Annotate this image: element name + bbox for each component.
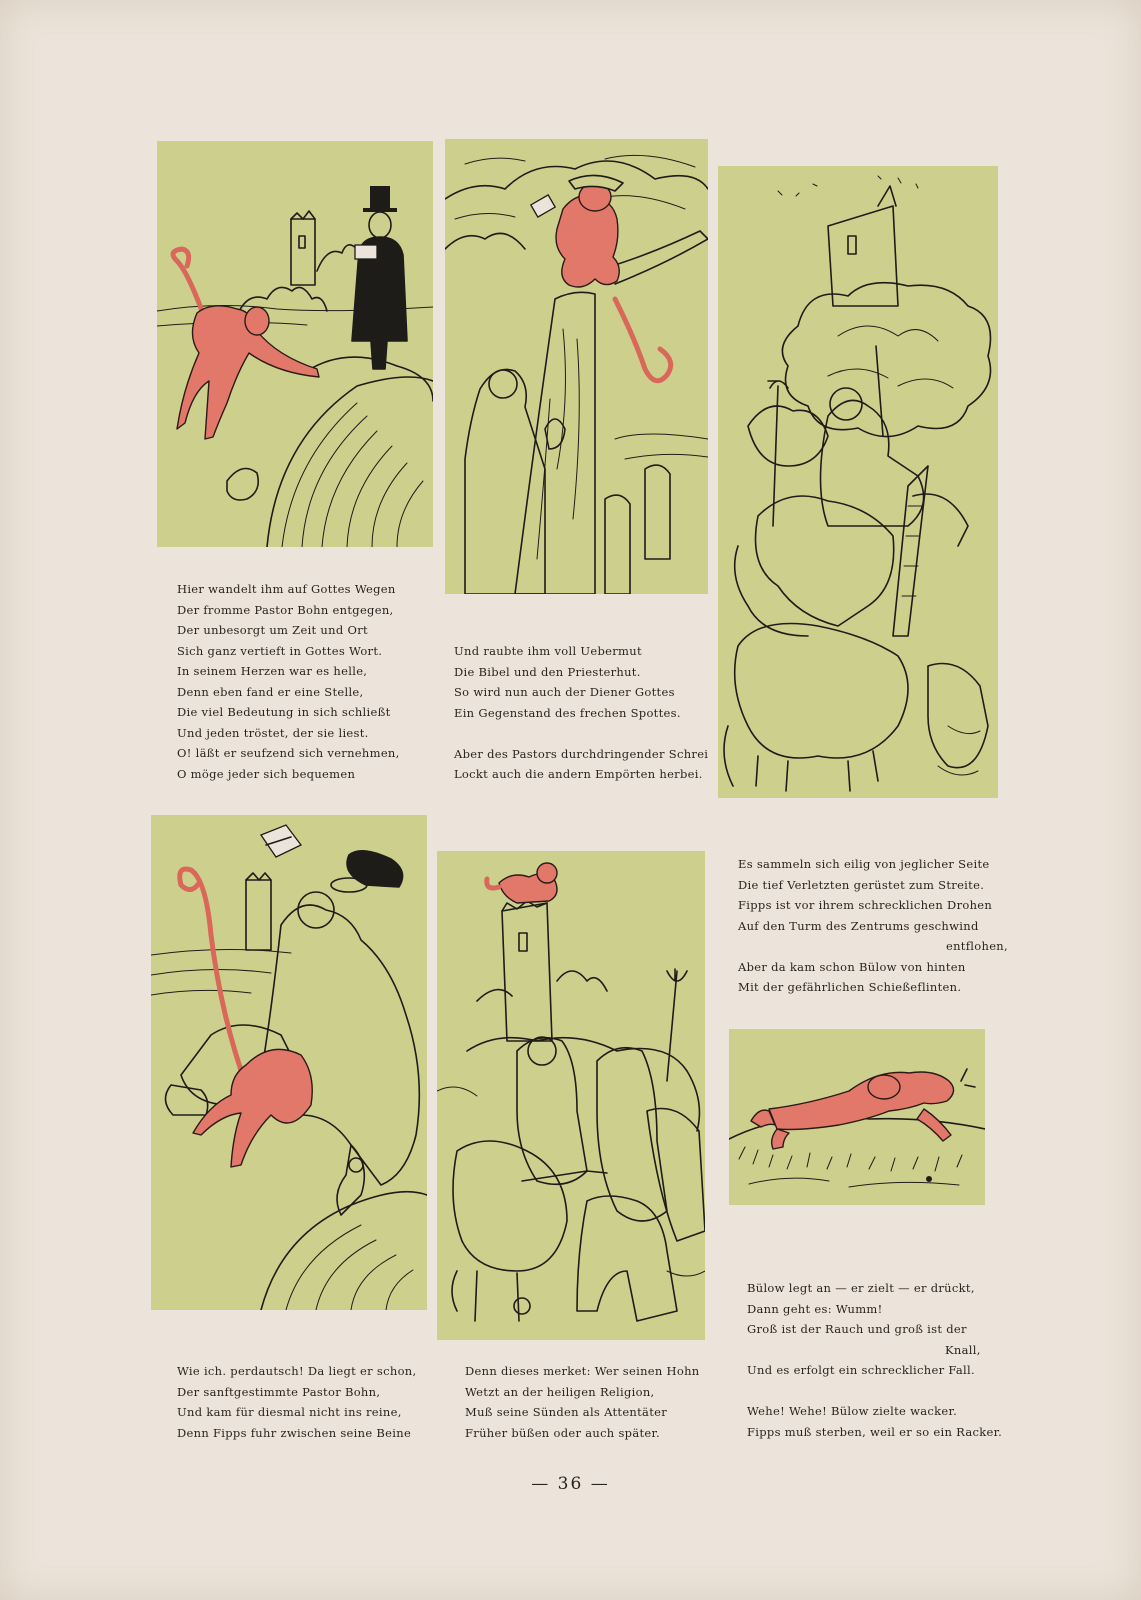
- verse-line: Aber da kam schon Bülow von hinten: [738, 959, 966, 974]
- verse-line: O möge jeder sich bequemen: [177, 766, 356, 781]
- verse-line: Die viel Bedeutung in sich schließt: [177, 705, 391, 719]
- verse-line: Die Bibel und den Priesterhut.: [454, 664, 641, 679]
- verse-line: Fipps muß sterben, weil er so ein Racker.: [747, 1424, 1003, 1439]
- panel-pastor-falling: [151, 815, 427, 1310]
- verse-block-1: [177, 579, 400, 784]
- pastor-falling-illustration: [151, 815, 427, 1310]
- verse-line: Bülow legt an — er zielt — er drückt,: [747, 1281, 975, 1295]
- stanza-gap: [454, 723, 708, 744]
- verse-line: Denn Fipps fuhr zwischen seine Beine: [177, 1425, 412, 1440]
- stanza-gap: [747, 1381, 1002, 1402]
- panel-crowd-at-tower: [437, 851, 705, 1340]
- panel-pastor-reading: [157, 141, 433, 547]
- verse-line: Wie ich. perdautsch! Da liegt er schon,: [177, 1364, 417, 1378]
- verse-line: Sich ganz vertieft in Gottes Wort.: [177, 643, 383, 658]
- verse-line: Es sammeln sich eilig von jeglicher Seite: [738, 857, 990, 871]
- panel-buelow-shooting: [718, 166, 998, 798]
- verse-line: Denn eben fand er eine Stelle,: [177, 684, 364, 699]
- verse-line: Denn dieses merket: Wer seinen Hohn: [465, 1364, 700, 1378]
- verse-line: Fipps ist vor ihrem schrecklichen Drohen: [738, 898, 993, 912]
- verse-line: Hier wandelt ihm auf Gottes Wegen: [177, 582, 396, 596]
- verse-line: Wetzt an der heiligen Religion,: [465, 1384, 655, 1399]
- verse-line: Und es erfolgt ein schrecklicher Fall.: [747, 1363, 975, 1377]
- verse-line: entflohen,: [946, 939, 1008, 953]
- verse-line: Und kam für diesmal nicht ins reine,: [177, 1405, 402, 1419]
- verse-line: Der unbesorgt um Zeit und Ort: [177, 623, 368, 637]
- verse-line: Ein Gegenstand des frechen Spottes.: [454, 705, 681, 720]
- monkey-dead-illustration: [729, 1029, 985, 1205]
- verse-line: Auf den Turm des Zentrums geschwind: [738, 918, 979, 933]
- verse-line: Lockt auch die andern Empörten herbei.: [454, 767, 703, 781]
- verse-line: Groß ist der Rauch und groß ist der: [747, 1322, 967, 1336]
- verse-line: Früher büßen oder auch später.: [465, 1425, 661, 1440]
- buelow-shooting-illustration: [718, 166, 998, 798]
- pastor-reading-illustration: [157, 141, 433, 547]
- verse-line: Der fromme Pastor Bohn entgegen,: [177, 602, 394, 617]
- panel-monkey-in-tree: [445, 139, 708, 594]
- verse-line: Die tief Verletzten gerüstet zum Streite.: [738, 877, 985, 892]
- verse-line: Der sanftgestimmte Pastor Bohn,: [177, 1384, 381, 1399]
- monkey-in-tree-illustration: [445, 139, 708, 594]
- verse-block-5: [465, 1361, 700, 1443]
- crowd-at-tower-illustration: [437, 851, 705, 1340]
- verse-line: Aber des Pastors durchdringender Schrei: [454, 746, 709, 761]
- verse-line: Mit der gefährlichen Schießeflinten.: [738, 980, 962, 994]
- verse-line: Muß seine Sünden als Attentäter: [465, 1405, 668, 1419]
- verse-block-4: [177, 1361, 416, 1443]
- verse-line: Und raubte ihm voll Uebermut: [454, 644, 642, 658]
- verse-line: O! läßt er seufzend sich vernehmen,: [177, 746, 400, 760]
- panel-monkey-dead: [729, 1029, 985, 1205]
- verse-line: Knall,: [945, 1342, 981, 1357]
- verse-line: In seinem Herzen war es helle,: [177, 664, 368, 678]
- verse-line: Und jeden tröstet, der sie liest.: [177, 725, 369, 740]
- verse-block-6: [747, 1278, 1002, 1442]
- verse-block-2: [454, 641, 708, 785]
- verse-line: Wehe! Wehe! Bülow zielte wacker.: [747, 1404, 958, 1418]
- page-number: — 36 —: [531, 1474, 610, 1494]
- verse-line: So wird nun auch der Diener Gottes: [454, 685, 675, 699]
- verse-block-3: [738, 854, 1008, 998]
- verse-line: Dann geht es: Wumm!: [747, 1301, 883, 1316]
